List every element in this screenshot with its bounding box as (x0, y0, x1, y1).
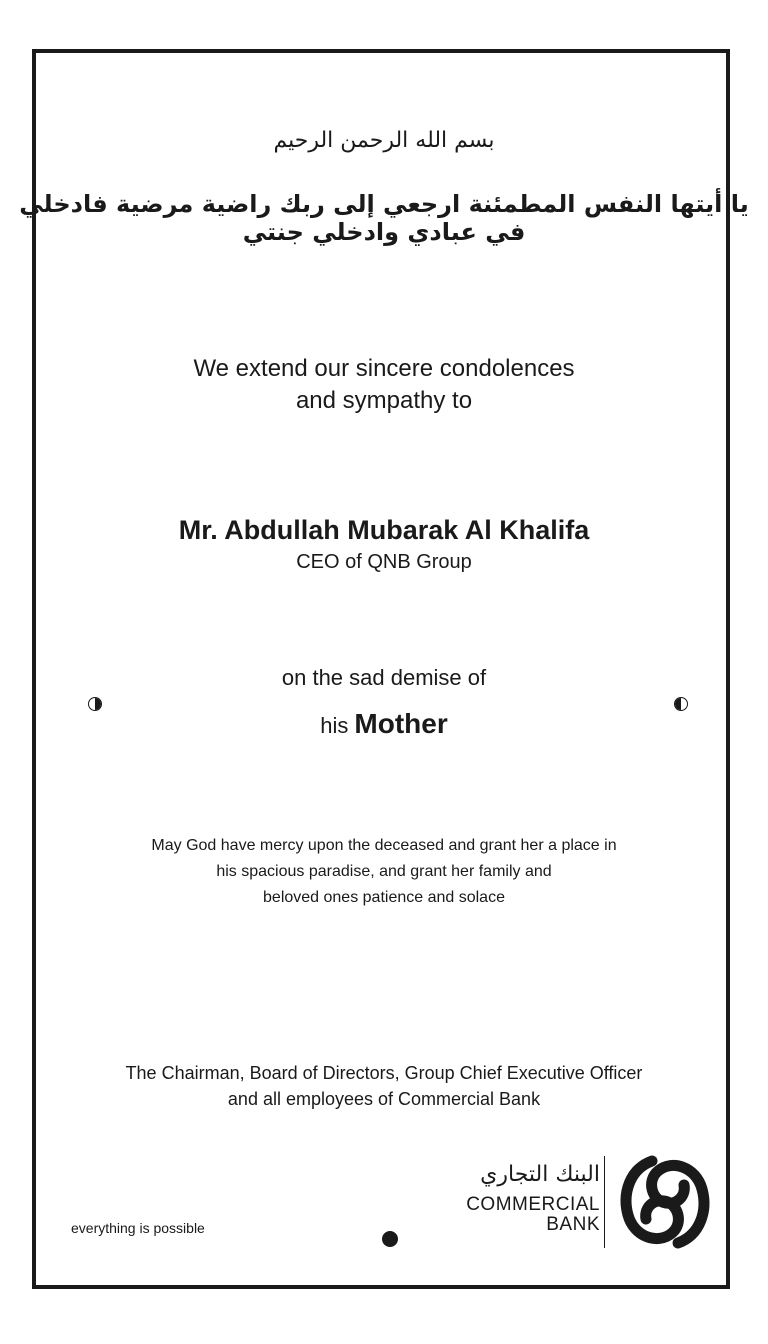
logo-divider (604, 1156, 605, 1248)
relation-line (0, 708, 768, 740)
brand-tagline: everything is possible (71, 1220, 205, 1236)
relation-prefix: his (320, 713, 349, 738)
recipient-name: Mr. Abdullah Mubarak Al Khalifa (178, 515, 590, 545)
prayer-text (0, 833, 768, 911)
quran-verse-calligraphy: يا أيتها النفس المطمئنة ارجعي إلى ربك راضية مرضية فادخلي في عبادي وادخلي جنتي (19, 190, 749, 246)
prayer-line-3: beloved ones patience and solace (263, 889, 505, 906)
intro-text (0, 353, 768, 417)
registration-mark-right (674, 697, 688, 711)
registration-mark-left (88, 697, 102, 711)
sender-line-2: and all employees of Commercial Bank (227, 1089, 541, 1109)
intro-line-1: We extend our sincere condolences (193, 355, 575, 382)
sender-text (0, 1060, 768, 1112)
logo-english-text (466, 1195, 600, 1235)
prayer-line-2: his spacious paradise, and grant her family and (216, 863, 552, 880)
registration-dot-bottom (382, 1231, 398, 1247)
commercial-bank-logo-icon (616, 1153, 714, 1251)
relation-word: Mother (354, 708, 448, 739)
logo-line-2: BANK (546, 1214, 600, 1235)
basmala-calligraphy: بسم الله الرحمن الرحيم (273, 128, 495, 153)
recipient-title: CEO of QNB Group (296, 551, 472, 573)
sender-line-1: The Chairman, Board of Directors, Group Chief Executive Officer (125, 1063, 643, 1083)
logo-line-1: COMMERCIAL (466, 1194, 600, 1215)
demise-line: on the sad demise of (281, 665, 487, 690)
logo-arabic-text: البنك التجاري (480, 1162, 600, 1187)
intro-line-2: and sympathy to (295, 387, 473, 414)
prayer-line-1: May God have mercy upon the deceased and grant her a place in (151, 837, 617, 854)
